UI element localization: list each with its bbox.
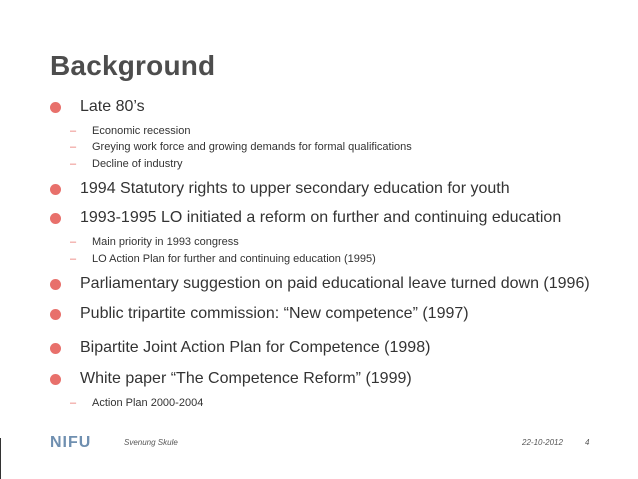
sub-bullet-text: Decline of industry [92, 158, 183, 170]
bullet-dot-icon [50, 374, 61, 385]
nifu-logo: NIFU [50, 434, 92, 451]
sub-bullet-text: Greying work force and growing demands for formal qualifications [92, 141, 412, 153]
bullet-text: Bipartite Joint Action Plan for Competence (1998) [80, 339, 431, 356]
bullet-text: 1994 Statutory rights to upper secondary education for youth [80, 180, 510, 197]
dash-icon: – [70, 141, 77, 153]
bullet-dot-icon [50, 184, 61, 195]
sub-bullet-text: Economic recession [92, 125, 191, 137]
bullet-text: Parliamentary suggestion on paid educational leave turned down (1996) [80, 275, 590, 292]
page-number: 4 [585, 438, 590, 447]
dash-icon: – [70, 158, 77, 170]
footer-author: Svenung Skule [124, 438, 178, 447]
bullet-text: 1993-1995 LO initiated a reform on further and continuing education [80, 209, 562, 226]
dash-icon: – [70, 253, 77, 265]
sub-bullet-text: Action Plan 2000-2004 [92, 397, 204, 409]
bullet-dot-icon [50, 343, 61, 354]
bullet-text: White paper “The Competence Reform” (1999) [80, 370, 412, 387]
bullet-dot-icon [50, 102, 61, 113]
bullet-text: Public tripartite commission: “New competence” (1997) [80, 305, 469, 322]
sub-bullet-text: Main priority in 1993 congress [92, 236, 239, 248]
dash-icon: – [70, 397, 77, 409]
bullet-text: Late 80’s [80, 98, 145, 115]
dash-icon: – [70, 125, 77, 137]
footer-date: 22-10-2012 [522, 438, 563, 447]
slide-title: Background [50, 50, 216, 81]
bullet-dot-icon [50, 309, 61, 320]
left-edge-line [0, 438, 1, 479]
bullet-dot-icon [50, 279, 61, 290]
bullet-dot-icon [50, 213, 61, 224]
dash-icon: – [70, 236, 77, 248]
sub-bullet-text: LO Action Plan for further and continuing education (1995) [92, 253, 376, 265]
